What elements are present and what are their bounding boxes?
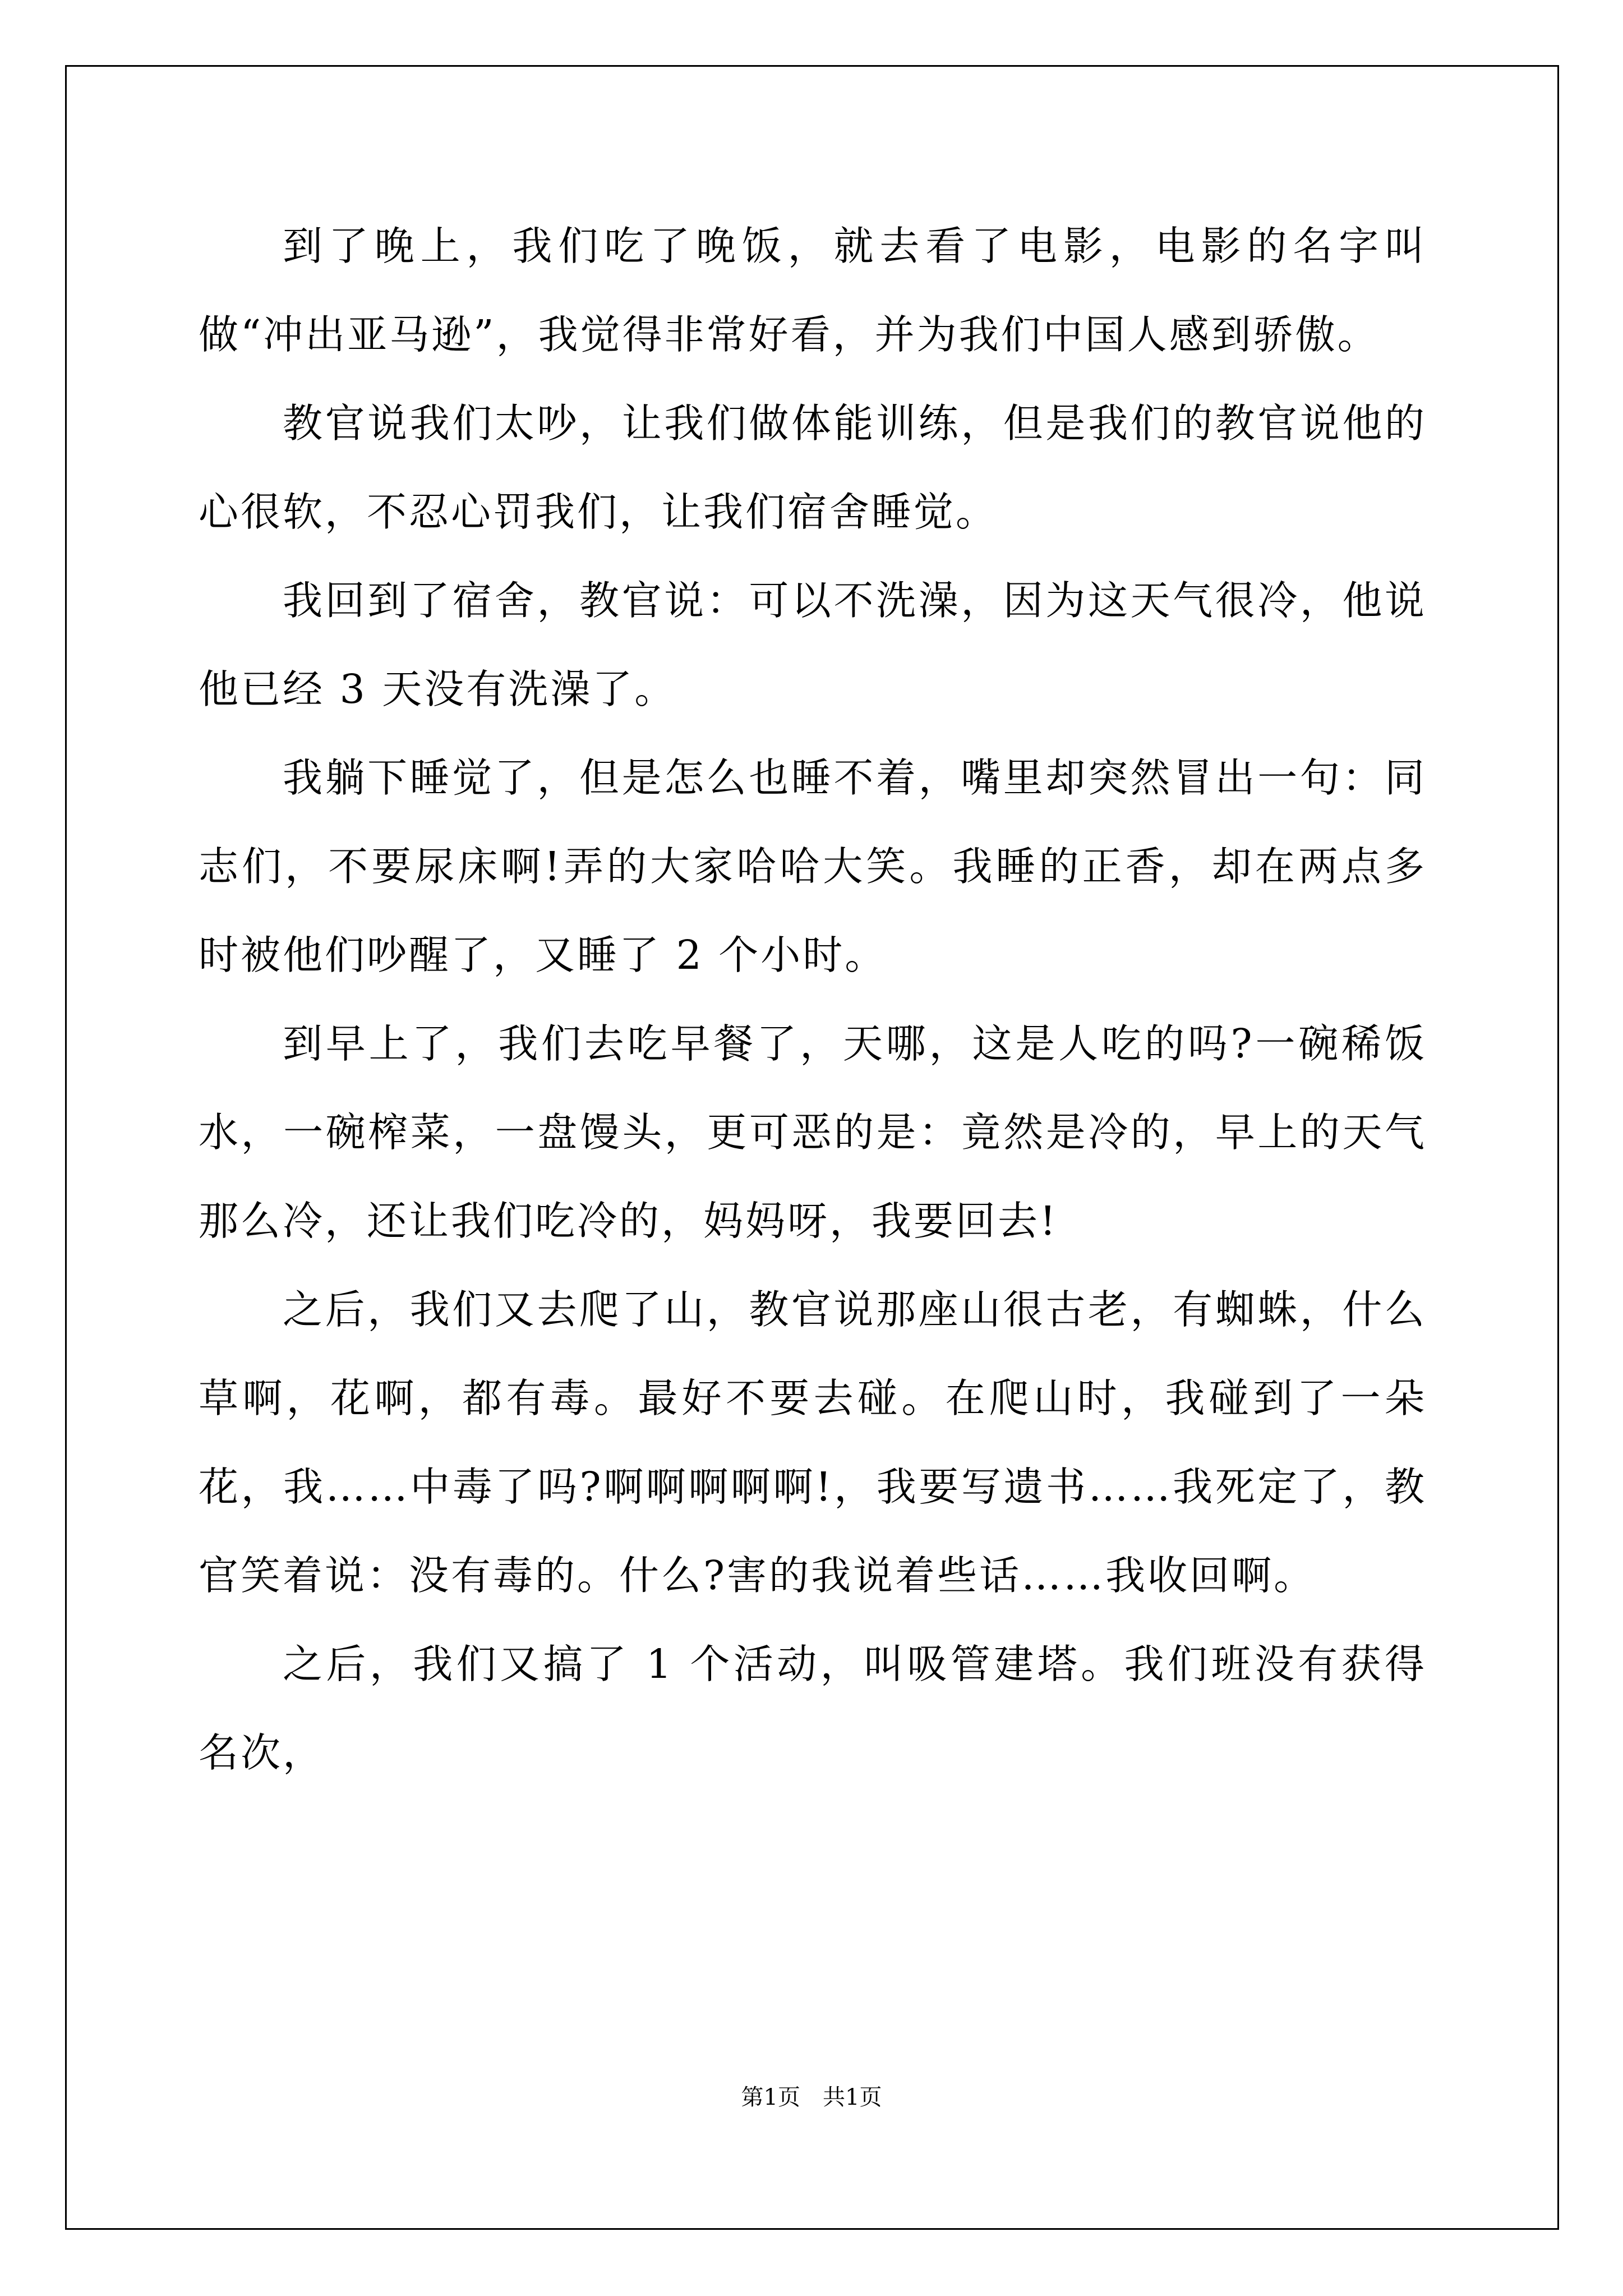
paragraph-1: 到了晚上，我们吃了晚饭，就去看了电影，电影的名字叫做“冲出亚马逊”，我觉得非常好看，并为我们中国人感到骄傲。 bbox=[199, 223, 1427, 358]
page-total: 共1页 bbox=[823, 2085, 882, 2110]
document-body bbox=[199, 202, 1427, 1797]
page-number: 第1页 bbox=[741, 2085, 800, 2110]
paragraph-4: 我躺下睡觉了，但是怎么也睡不着，嘴里却突然冒出一句：同志们，不要尿床啊!弄的大家哈哈大笑。我睡的正香，却在两点多时被他们吵醒了，又睡了 2 个小时。 bbox=[199, 754, 1427, 978]
paragraph-2: 教官说我们太吵，让我们做体能训练，但是我们的教官说他的心很软，不忍心罚我们，让我们宿舍睡觉。 bbox=[199, 400, 1427, 535]
paragraph-6: 之后，我们又去爬了山，教官说那座山很古老，有蜘蛛，什么草啊，花啊，都有毒。最好不要去碰。在爬山时，我碰到了一朵花，我……中毒了吗?啊啊啊啊啊!，我要写遗书……我死定了，教官笑着说：没有毒的。什么?害的我说着些话……我收回啊。 bbox=[199, 1286, 1427, 1599]
paragraph-7: 之后，我们又搞了 1 个活动，叫吸管建塔。我们班没有获得名次， bbox=[199, 1641, 1427, 1776]
page-footer bbox=[0, 2083, 1623, 2111]
paragraph-5: 到早上了，我们去吃早餐了，天哪，这是人吃的吗?一碗稀饭水，一碗榨菜，一盘馒头，更可恶的是：竟然是冷的，早上的天气那么冷，还让我们吃冷的，妈妈呀，我要回去! bbox=[199, 1020, 1427, 1244]
paragraph-3: 我回到了宿舍，教官说：可以不洗澡，因为这天气很冷，他说他已经 3 天没有洗澡了。 bbox=[199, 577, 1427, 712]
